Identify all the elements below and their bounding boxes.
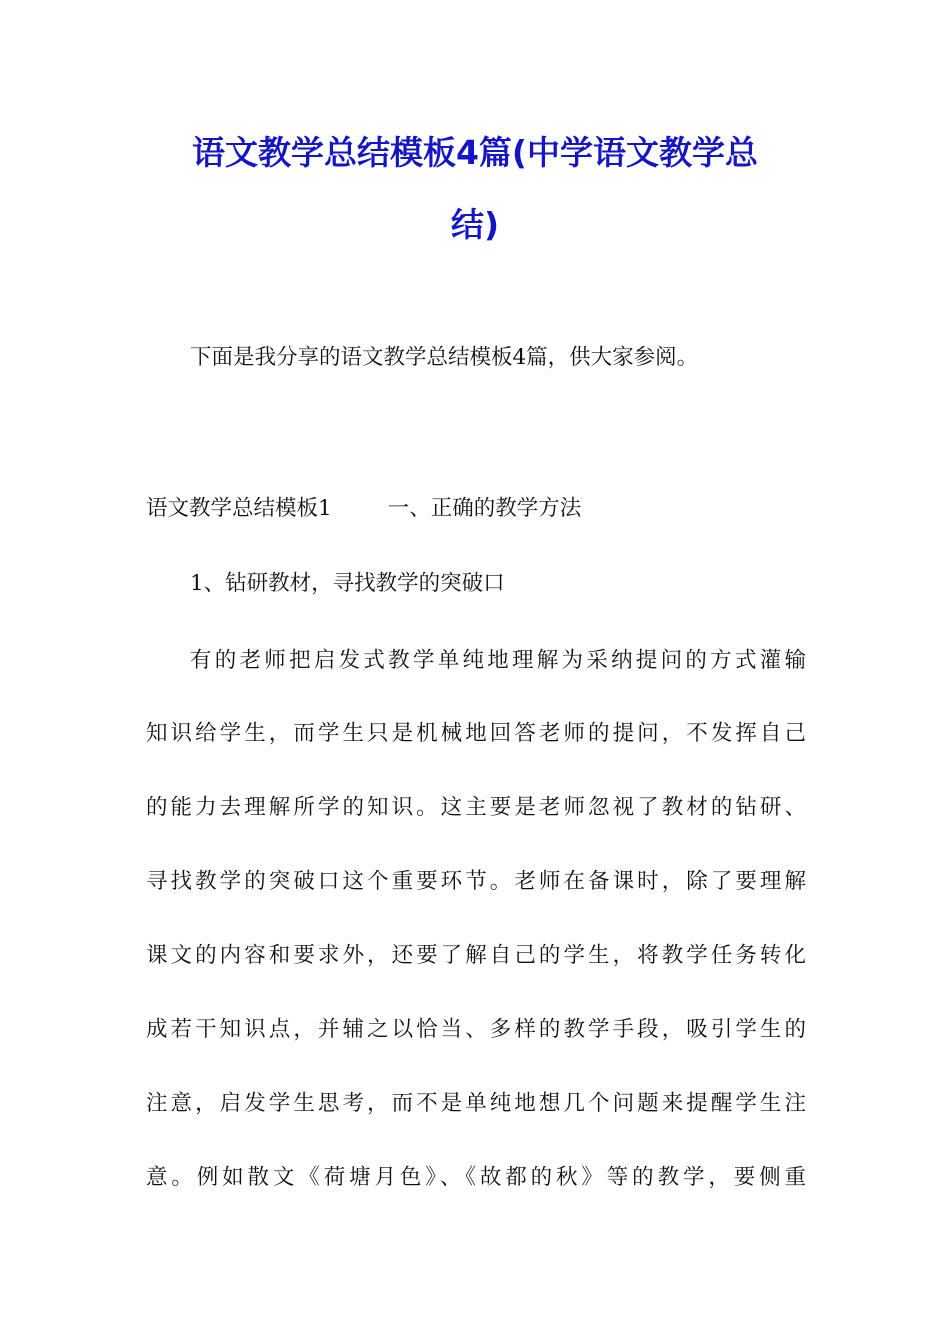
section-label: 语文教学总结模板1 xyxy=(146,496,332,521)
paragraph-line-4: 寻找教学的突破口这个重要环节。老师在备课时，除了要理解 xyxy=(146,869,806,894)
intro-text: 下面是我分享的语文教学总结模板4篇，供大家参阅。 xyxy=(190,345,699,370)
document-title-line-2: 结) xyxy=(450,205,500,244)
document-title-line-1: 语文教学总结模板4篇(中学语文教学总 xyxy=(191,133,759,172)
paragraph-line-3: 的能力去理解所学的知识。这主要是老师忽视了教材的钻研、 xyxy=(146,795,806,820)
paragraph-line-6: 成若干知识点，并辅之以恰当、多样的教学手段，吸引学生的 xyxy=(146,1017,806,1042)
paragraph-line-5: 课文的内容和要求外，还要了解自己的学生，将教学任务转化 xyxy=(146,943,806,968)
paragraph-line-1: 有的老师把启发式教学单纯地理解为采纳提问的方式灌输 xyxy=(190,648,806,673)
paragraph-line-7: 注意，启发学生思考，而不是单纯地想几个问题来提醒学生注 xyxy=(146,1091,806,1116)
section-heading: 一、正确的教学方法 xyxy=(387,496,582,521)
section-line xyxy=(146,494,806,524)
paragraph-line-2: 知识给学生，而学生只是机械地回答老师的提问，不发挥自己 xyxy=(146,721,806,746)
subheading: 1、钻研教材，寻找教学的突破口 xyxy=(190,571,505,596)
paragraph-line-8: 意。例如散文《荷塘月色》、《故都的秋》等的教学，要侧重 xyxy=(146,1165,806,1190)
